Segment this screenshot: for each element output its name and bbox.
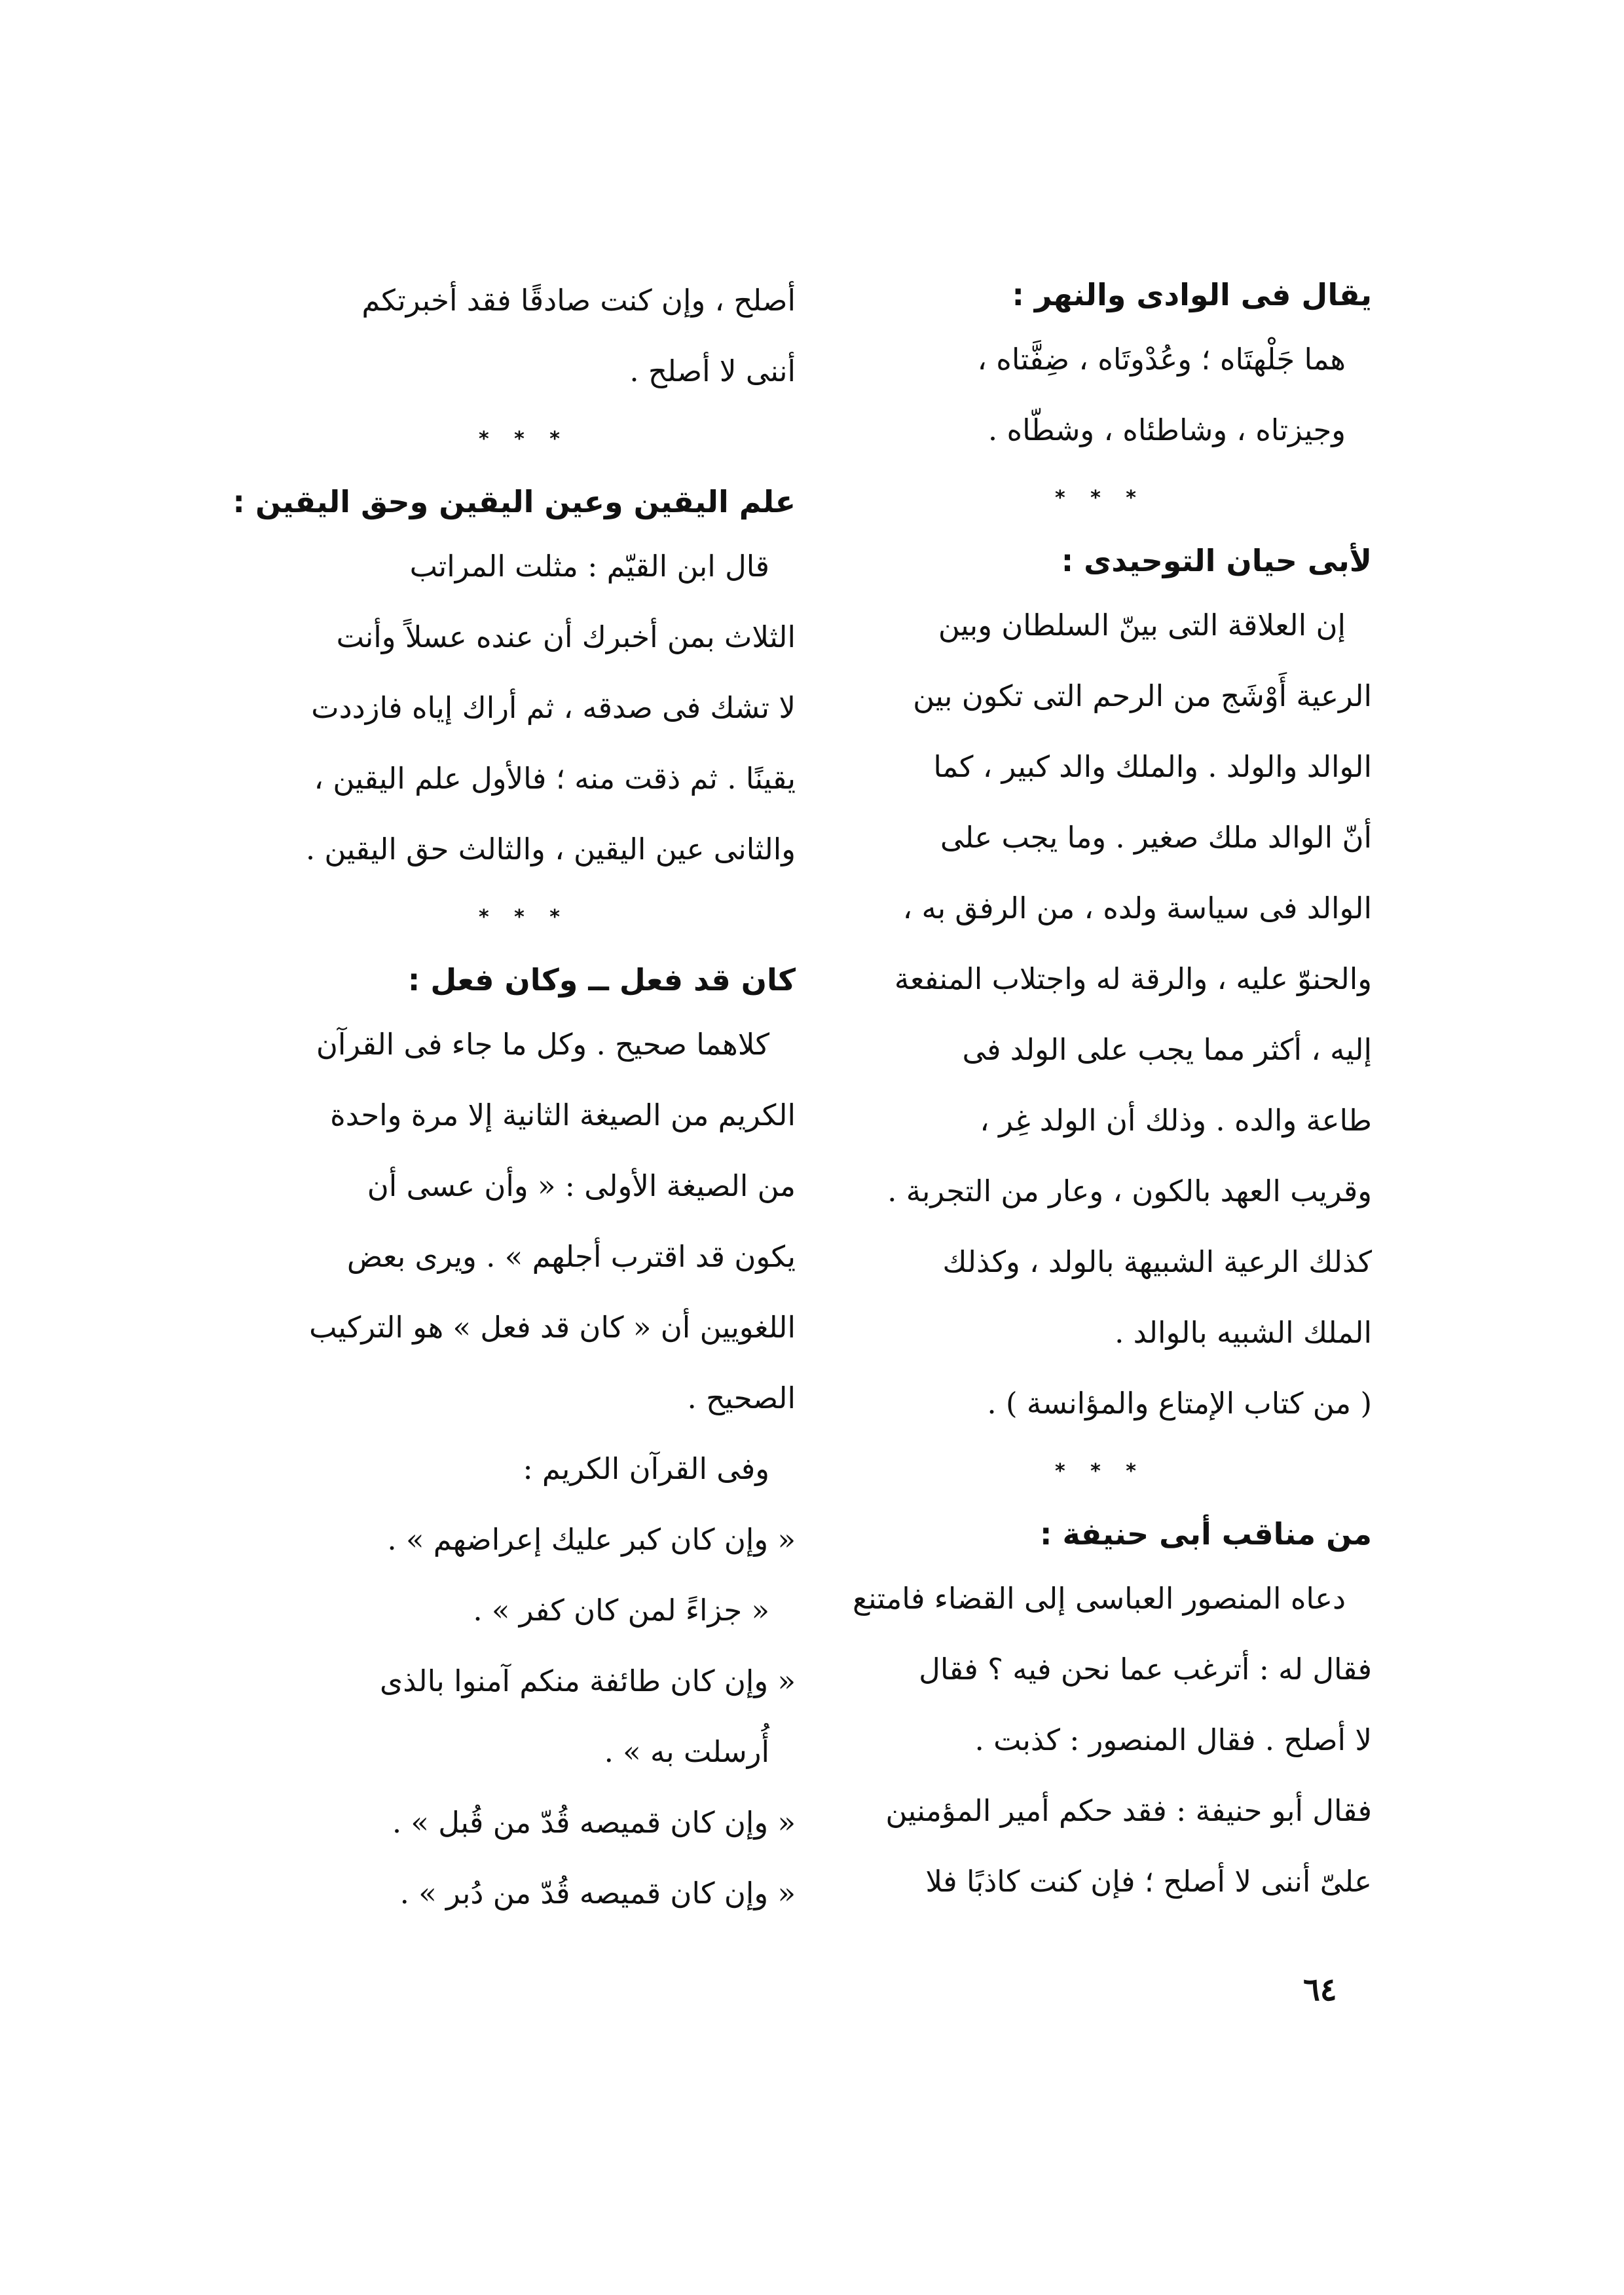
text-line: الوالد والولد . والملك والد كبير ، كما [933,749,1372,784]
quran-verse: « وإن كان قميصه قُدّ من دُبر » . [399,1876,796,1911]
text-line: الملك الشبيه بالوالد . [1115,1315,1372,1350]
page-number: ٦٤ [1303,1971,1337,2008]
text-line: الكريم من الصيغة الثانية إلا مرة واحدة [330,1098,796,1132]
text-line: لا أصلح . فقال المنصور : كذبت . [974,1723,1372,1757]
text-line: الصحيح . [687,1381,796,1415]
text-line: دعاه المنصور العباسى إلى القضاء فامتنع [853,1581,1346,1616]
text-line: أننى لا أصلح . [629,354,796,388]
quran-verse: « وإن كان كبر عليك إعراضهم » . [387,1522,796,1557]
text-line: أصلح ، وإن كنت صادقًا فقد أخبرتكم [361,283,796,318]
text-line: لا تشك فى صدقه ، ثم أراك إياه فازددت [311,690,796,725]
text-line: وقريب العهد بالكون ، وعار من التجربة . [887,1174,1372,1208]
text-line: قال ابن القيّم : مثلت المراتب [409,549,769,584]
text-line: إن العلاقة التى بينّ السلطان وبين [938,608,1346,643]
text-line: والحنوّ عليه ، والرقة له واجتلاب المنفعة [894,961,1372,996]
text-line: كذلك الرعية الشبيهة بالولد ، وكذلك [942,1244,1372,1279]
text-line: الوالد فى سياسة ولده ، من الرفق به ، [902,891,1372,925]
section-separator: * * * [479,428,569,451]
text-line: الثلاث بمن أخبرك أن عنده عسلاً وأنت [336,620,796,654]
section-heading-certainty: علم اليقين وعين اليقين وحق اليقين : [232,484,796,519]
text-line: كلاهما صحيح . وكل ما جاء فى القرآن [316,1027,769,1062]
section-separator: * * * [1055,487,1145,510]
left-column [232,265,796,1929]
section-heading-kana-qad-faala: كان قد فعل ــ وكان فعل : [407,962,796,998]
text-line: من الصيغة الأولى : « وأن عسى أن [367,1168,796,1203]
text-line: الرعية أَوْشَج من الرحم التى تكون بين [913,679,1372,713]
quran-verse: « وإن كان طائفة منكم آمنوا بالذى [380,1664,796,1698]
quran-verse: « جزاءً لمن كان كفر » . [473,1593,769,1628]
text-line: يقينًا . ثم ذقت منه ؛ فالأول علم اليقين ، [314,761,796,796]
source-citation: ( من كتاب الإمتاع والمؤانسة ) . [987,1386,1372,1421]
text-line: اللغويين أن « كان قد فعل » هو التركيب [309,1310,796,1345]
section-heading-valley-river: يقال فى الوادى والنهر : [1012,277,1372,312]
text-line: أنّ الوالد ملك صغير . وما يجب على [940,820,1372,855]
section-separator: * * * [479,906,569,929]
text-line: هما جَلْهتَاه ؛ وعُدْوتَاه ، ضِفَّتاه ، [977,342,1346,377]
text-line: وفى القرآن الكريم : [523,1451,769,1486]
section-separator: * * * [1055,1460,1145,1483]
text-line: طاعة والده . وذلك أن الولد غِر ، [980,1103,1372,1138]
text-line: إليه ، أكثر مما يجب على الولد فى [962,1032,1372,1067]
section-heading-tawhidi: لأبى حيان التوحيدى : [1061,543,1372,578]
text-line: وجيزتاه ، وشاطئاه ، وشطّاه . [987,413,1346,447]
quran-verse: أُرسلت به » . [604,1734,769,1769]
text-line: يكون قد اقترب أجلهم » . ويرى بعض [346,1239,796,1274]
text-line: والثانى عين اليقين ، والثالث حق اليقين . [305,832,796,867]
section-heading-abu-hanifa: من مناقب أبى حنيفة : [1040,1516,1372,1552]
quran-verse: « وإن كان قميصه قُدّ من قُبل » . [392,1805,796,1840]
text-line: فقال له : أترغب عما نحن فيه ؟ فقال [919,1652,1372,1687]
text-line: علىّ أننى لا أصلح ؛ فإن كنت كاذبًا فلا [925,1864,1372,1899]
text-line: فقال أبو حنيفة : فقد حكم أمير المؤمنين [885,1793,1372,1828]
right-column [828,265,1372,1917]
